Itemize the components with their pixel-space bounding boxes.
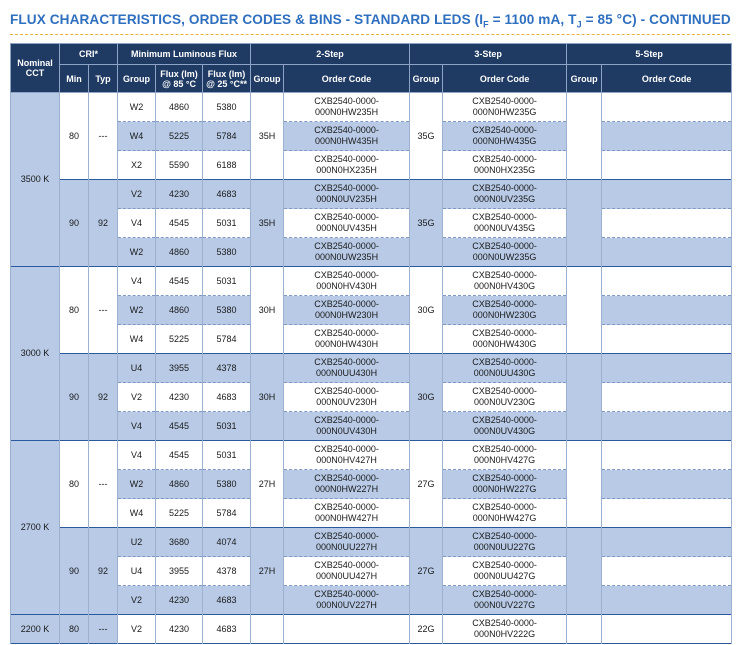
two-step-group-cell: 35H [251, 93, 284, 180]
header-3step-order-code: Order Code [443, 65, 567, 93]
five-step-order-code [602, 383, 732, 412]
three-step-order-code: CXB2540-0000-000N0UV435G [443, 209, 567, 238]
header-min-luminous-flux: Minimum Luminous Flux [118, 44, 251, 65]
flux-85-cell: 5590 [156, 151, 203, 180]
flux-85-cell: 4860 [156, 238, 203, 267]
flux-85-cell: 3955 [156, 354, 203, 383]
three-step-order-code: CXB2540-0000-000N0UV230G [443, 383, 567, 412]
three-step-order-code: CXB2540-0000-000N0HV222G [443, 615, 567, 644]
flux-25-cell: 4683 [203, 180, 251, 209]
three-step-order-code: CXB2540-0000-000N0HW230G [443, 296, 567, 325]
five-step-order-code [602, 267, 732, 296]
table-row [11, 209, 732, 238]
cri-min-cell: 90 [60, 180, 89, 267]
two-step-group-cell: 35H [251, 180, 284, 267]
group-cell: V2 [118, 586, 156, 615]
flux-85-cell: 4860 [156, 296, 203, 325]
flux-25-cell: 4683 [203, 586, 251, 615]
header-typ: Typ [89, 65, 118, 93]
five-step-order-code [602, 122, 732, 151]
group-cell: U4 [118, 354, 156, 383]
two-step-order-code: CXB2540-0000-000N0HW230H [284, 296, 410, 325]
flux-25-cell: 5380 [203, 296, 251, 325]
five-step-order-code [602, 557, 732, 586]
group-cell: V2 [118, 180, 156, 209]
two-step-order-code: CXB2540-0000-000N0HX235H [284, 151, 410, 180]
two-step-order-code: CXB2540-0000-000N0HW427H [284, 499, 410, 528]
flux-25-cell: 5784 [203, 499, 251, 528]
flux-25-cell: 5031 [203, 441, 251, 470]
three-step-order-code: CXB2540-0000-000N0UV430G [443, 412, 567, 441]
five-step-group-cell [567, 528, 602, 615]
flux-85-cell: 5225 [156, 499, 203, 528]
table-row [11, 180, 732, 209]
two-step-order-code: CXB2540-0000-000N0UV435H [284, 209, 410, 238]
three-step-order-code: CXB2540-0000-000N0HV430G [443, 267, 567, 296]
three-step-group-cell: 22G [410, 615, 443, 644]
cri-typ-cell: 92 [89, 354, 118, 441]
three-step-order-code: CXB2540-0000-000N0HX235G [443, 151, 567, 180]
five-step-order-code [602, 325, 732, 354]
three-step-group-cell: 30G [410, 354, 443, 441]
two-step-order-code: CXB2540-0000-000N0UV230H [284, 383, 410, 412]
cct-cell: 2200 K [11, 615, 60, 644]
header-cri: CRI* [60, 44, 118, 65]
title-sub-j: J [576, 19, 582, 30]
cri-min-cell: 80 [60, 441, 89, 528]
title-sub-f: F [483, 19, 489, 30]
two-step-group-cell: 30H [251, 267, 284, 354]
flux-85-cell: 3680 [156, 528, 203, 557]
header-min: Min [60, 65, 89, 93]
three-step-order-code: CXB2540-0000-000N0HW235G [443, 93, 567, 122]
cct-cell: 3000 K [11, 267, 60, 441]
five-step-group-cell [567, 354, 602, 441]
cri-typ-cell: --- [89, 267, 118, 354]
header-2step-order-code: Order Code [284, 65, 410, 93]
three-step-group-cell: 27G [410, 528, 443, 615]
two-step-order-code: CXB2540-0000-000N0UV235H [284, 180, 410, 209]
three-step-order-code: CXB2540-0000-000N0HW430G [443, 325, 567, 354]
group-cell: V4 [118, 209, 156, 238]
three-step-order-code: CXB2540-0000-000N0HW435G [443, 122, 567, 151]
table-row [11, 615, 732, 644]
table-row [11, 151, 732, 180]
three-step-order-code: CXB2540-0000-000N0UU227G [443, 528, 567, 557]
five-step-group-cell [567, 615, 602, 644]
three-step-order-code: CXB2540-0000-000N0UU427G [443, 557, 567, 586]
two-step-group-cell: 30H [251, 354, 284, 441]
header-5step-order-code: Order Code [602, 65, 732, 93]
two-step-group-cell [251, 615, 284, 644]
header-nominal-cct: Nominal CCT [11, 44, 60, 93]
title-mid: = 1100 mA, T [488, 12, 577, 27]
two-step-order-code: CXB2540-0000-000N0UV430H [284, 412, 410, 441]
group-cell: W4 [118, 499, 156, 528]
header-flux-85: Flux (lm) @ 85 °C [156, 65, 203, 93]
flux-25-cell: 5784 [203, 325, 251, 354]
three-step-order-code: CXB2540-0000-000N0UV227G [443, 586, 567, 615]
flux-25-cell: 5031 [203, 267, 251, 296]
group-cell: W2 [118, 470, 156, 499]
table-row [11, 586, 732, 615]
five-step-order-code [602, 441, 732, 470]
flux-25-cell: 6188 [203, 151, 251, 180]
header-2-step: 2-Step [251, 44, 410, 65]
group-cell: V4 [118, 441, 156, 470]
group-cell: W2 [118, 93, 156, 122]
two-step-order-code: CXB2540-0000-000N0UU430H [284, 354, 410, 383]
five-step-order-code [602, 151, 732, 180]
three-step-group-cell: 30G [410, 267, 443, 354]
three-step-order-code: CXB2540-0000-000N0HV427G [443, 441, 567, 470]
flux-85-cell: 4230 [156, 383, 203, 412]
three-step-order-code: CXB2540-0000-000N0UU430G [443, 354, 567, 383]
cri-min-cell: 80 [60, 93, 89, 180]
cri-min-cell: 80 [60, 615, 89, 644]
five-step-order-code [602, 586, 732, 615]
flux-85-cell: 5225 [156, 122, 203, 151]
flux-85-cell: 4230 [156, 180, 203, 209]
group-cell: V2 [118, 383, 156, 412]
five-step-group-cell [567, 441, 602, 528]
five-step-order-code [602, 296, 732, 325]
group-cell: W4 [118, 325, 156, 354]
cri-typ-cell: --- [89, 93, 118, 180]
header-flux-25: Flux (lm) @ 25 °C** [203, 65, 251, 93]
table-row [11, 499, 732, 528]
flux-25-cell: 4378 [203, 354, 251, 383]
table-row [11, 557, 732, 586]
group-cell: W2 [118, 296, 156, 325]
five-step-group-cell [567, 93, 602, 180]
flux-85-cell: 4860 [156, 93, 203, 122]
table-row [11, 470, 732, 499]
five-step-order-code [602, 354, 732, 383]
five-step-order-code [602, 528, 732, 557]
group-cell: W2 [118, 238, 156, 267]
flux-85-cell: 4545 [156, 412, 203, 441]
header-5step-group: Group [567, 65, 602, 93]
table-row [11, 93, 732, 122]
flux-85-cell: 4545 [156, 441, 203, 470]
flux-85-cell: 4230 [156, 586, 203, 615]
flux-85-cell: 3955 [156, 557, 203, 586]
five-step-group-cell [567, 180, 602, 267]
table-row [11, 296, 732, 325]
cri-min-cell: 80 [60, 267, 89, 354]
header-5-step: 5-Step [567, 44, 732, 65]
cct-cell: 2700 K [11, 441, 60, 615]
flux-25-cell: 5380 [203, 93, 251, 122]
table-row [11, 325, 732, 354]
flux-25-cell: 5380 [203, 470, 251, 499]
table-row [11, 122, 732, 151]
three-step-group-cell: 35G [410, 93, 443, 180]
two-step-order-code: CXB2540-0000-000N0HW430H [284, 325, 410, 354]
five-step-order-code [602, 412, 732, 441]
table-row [11, 412, 732, 441]
group-cell: V2 [118, 615, 156, 644]
five-step-group-cell [567, 267, 602, 354]
flux-25-cell: 5784 [203, 122, 251, 151]
three-step-group-cell: 27G [410, 441, 443, 528]
three-step-order-code: CXB2540-0000-000N0UW235G [443, 238, 567, 267]
flux-25-cell: 4074 [203, 528, 251, 557]
header-2step-group: Group [251, 65, 284, 93]
cri-min-cell: 90 [60, 528, 89, 615]
cri-typ-cell: 92 [89, 180, 118, 267]
three-step-order-code: CXB2540-0000-000N0HW227G [443, 470, 567, 499]
cct-cell: 3500 K [11, 93, 60, 267]
group-cell: W4 [118, 122, 156, 151]
title-prefix: FLUX CHARACTERISTICS, ORDER CODES & BINS - STANDARD LEDS (I [10, 12, 484, 27]
five-step-order-code [602, 499, 732, 528]
flux-85-cell: 4545 [156, 209, 203, 238]
five-step-order-code [602, 238, 732, 267]
header-group: Group [118, 65, 156, 93]
header-3-step: 3-Step [410, 44, 567, 65]
table-body [11, 93, 732, 644]
flux-85-cell: 4230 [156, 615, 203, 644]
five-step-order-code [602, 180, 732, 209]
flux-25-cell: 5031 [203, 209, 251, 238]
five-step-order-code [602, 615, 732, 644]
cri-typ-cell: 92 [89, 528, 118, 615]
flux-85-cell: 5225 [156, 325, 203, 354]
flux-table [10, 43, 732, 644]
table-row [11, 354, 732, 383]
flux-25-cell: 4378 [203, 557, 251, 586]
three-step-group-cell: 35G [410, 180, 443, 267]
flux-25-cell: 4683 [203, 383, 251, 412]
group-cell: V4 [118, 412, 156, 441]
flux-85-cell: 4860 [156, 470, 203, 499]
two-step-group-cell: 27H [251, 528, 284, 615]
flux-25-cell: 5380 [203, 238, 251, 267]
table-row [11, 383, 732, 412]
flux-25-cell: 5031 [203, 412, 251, 441]
five-step-order-code [602, 470, 732, 499]
two-step-order-code: CXB2540-0000-000N0HV430H [284, 267, 410, 296]
page-title [10, 12, 731, 30]
three-step-order-code: CXB2540-0000-000N0UV235G [443, 180, 567, 209]
group-cell: V4 [118, 267, 156, 296]
two-step-order-code: CXB2540-0000-000N0UW235H [284, 238, 410, 267]
two-step-group-cell: 27H [251, 441, 284, 528]
three-step-order-code: CXB2540-0000-000N0HW427G [443, 499, 567, 528]
two-step-order-code: CXB2540-0000-000N0HV427H [284, 441, 410, 470]
five-step-order-code [602, 93, 732, 122]
two-step-order-code: CXB2540-0000-000N0UU427H [284, 557, 410, 586]
group-cell: X2 [118, 151, 156, 180]
cri-typ-cell: --- [89, 441, 118, 528]
two-step-order-code: CXB2540-0000-000N0UU227H [284, 528, 410, 557]
title-suffix: = 85 °C) - CONTINUED [581, 12, 731, 27]
two-step-order-code [284, 615, 410, 644]
table-row [11, 528, 732, 557]
header-3step-group: Group [410, 65, 443, 93]
group-cell: U2 [118, 528, 156, 557]
flux-85-cell: 4545 [156, 267, 203, 296]
two-step-order-code: CXB2540-0000-000N0UV227H [284, 586, 410, 615]
two-step-order-code: CXB2540-0000-000N0HW435H [284, 122, 410, 151]
two-step-order-code: CXB2540-0000-000N0HW235H [284, 93, 410, 122]
cri-min-cell: 90 [60, 354, 89, 441]
group-cell: U4 [118, 557, 156, 586]
table-header [11, 44, 732, 93]
title-rule [10, 34, 730, 35]
two-step-order-code: CXB2540-0000-000N0HW227H [284, 470, 410, 499]
table-row [11, 238, 732, 267]
flux-25-cell: 4683 [203, 615, 251, 644]
cri-typ-cell: --- [89, 615, 118, 644]
five-step-order-code [602, 209, 732, 238]
table-row [11, 441, 732, 470]
table-row [11, 267, 732, 296]
